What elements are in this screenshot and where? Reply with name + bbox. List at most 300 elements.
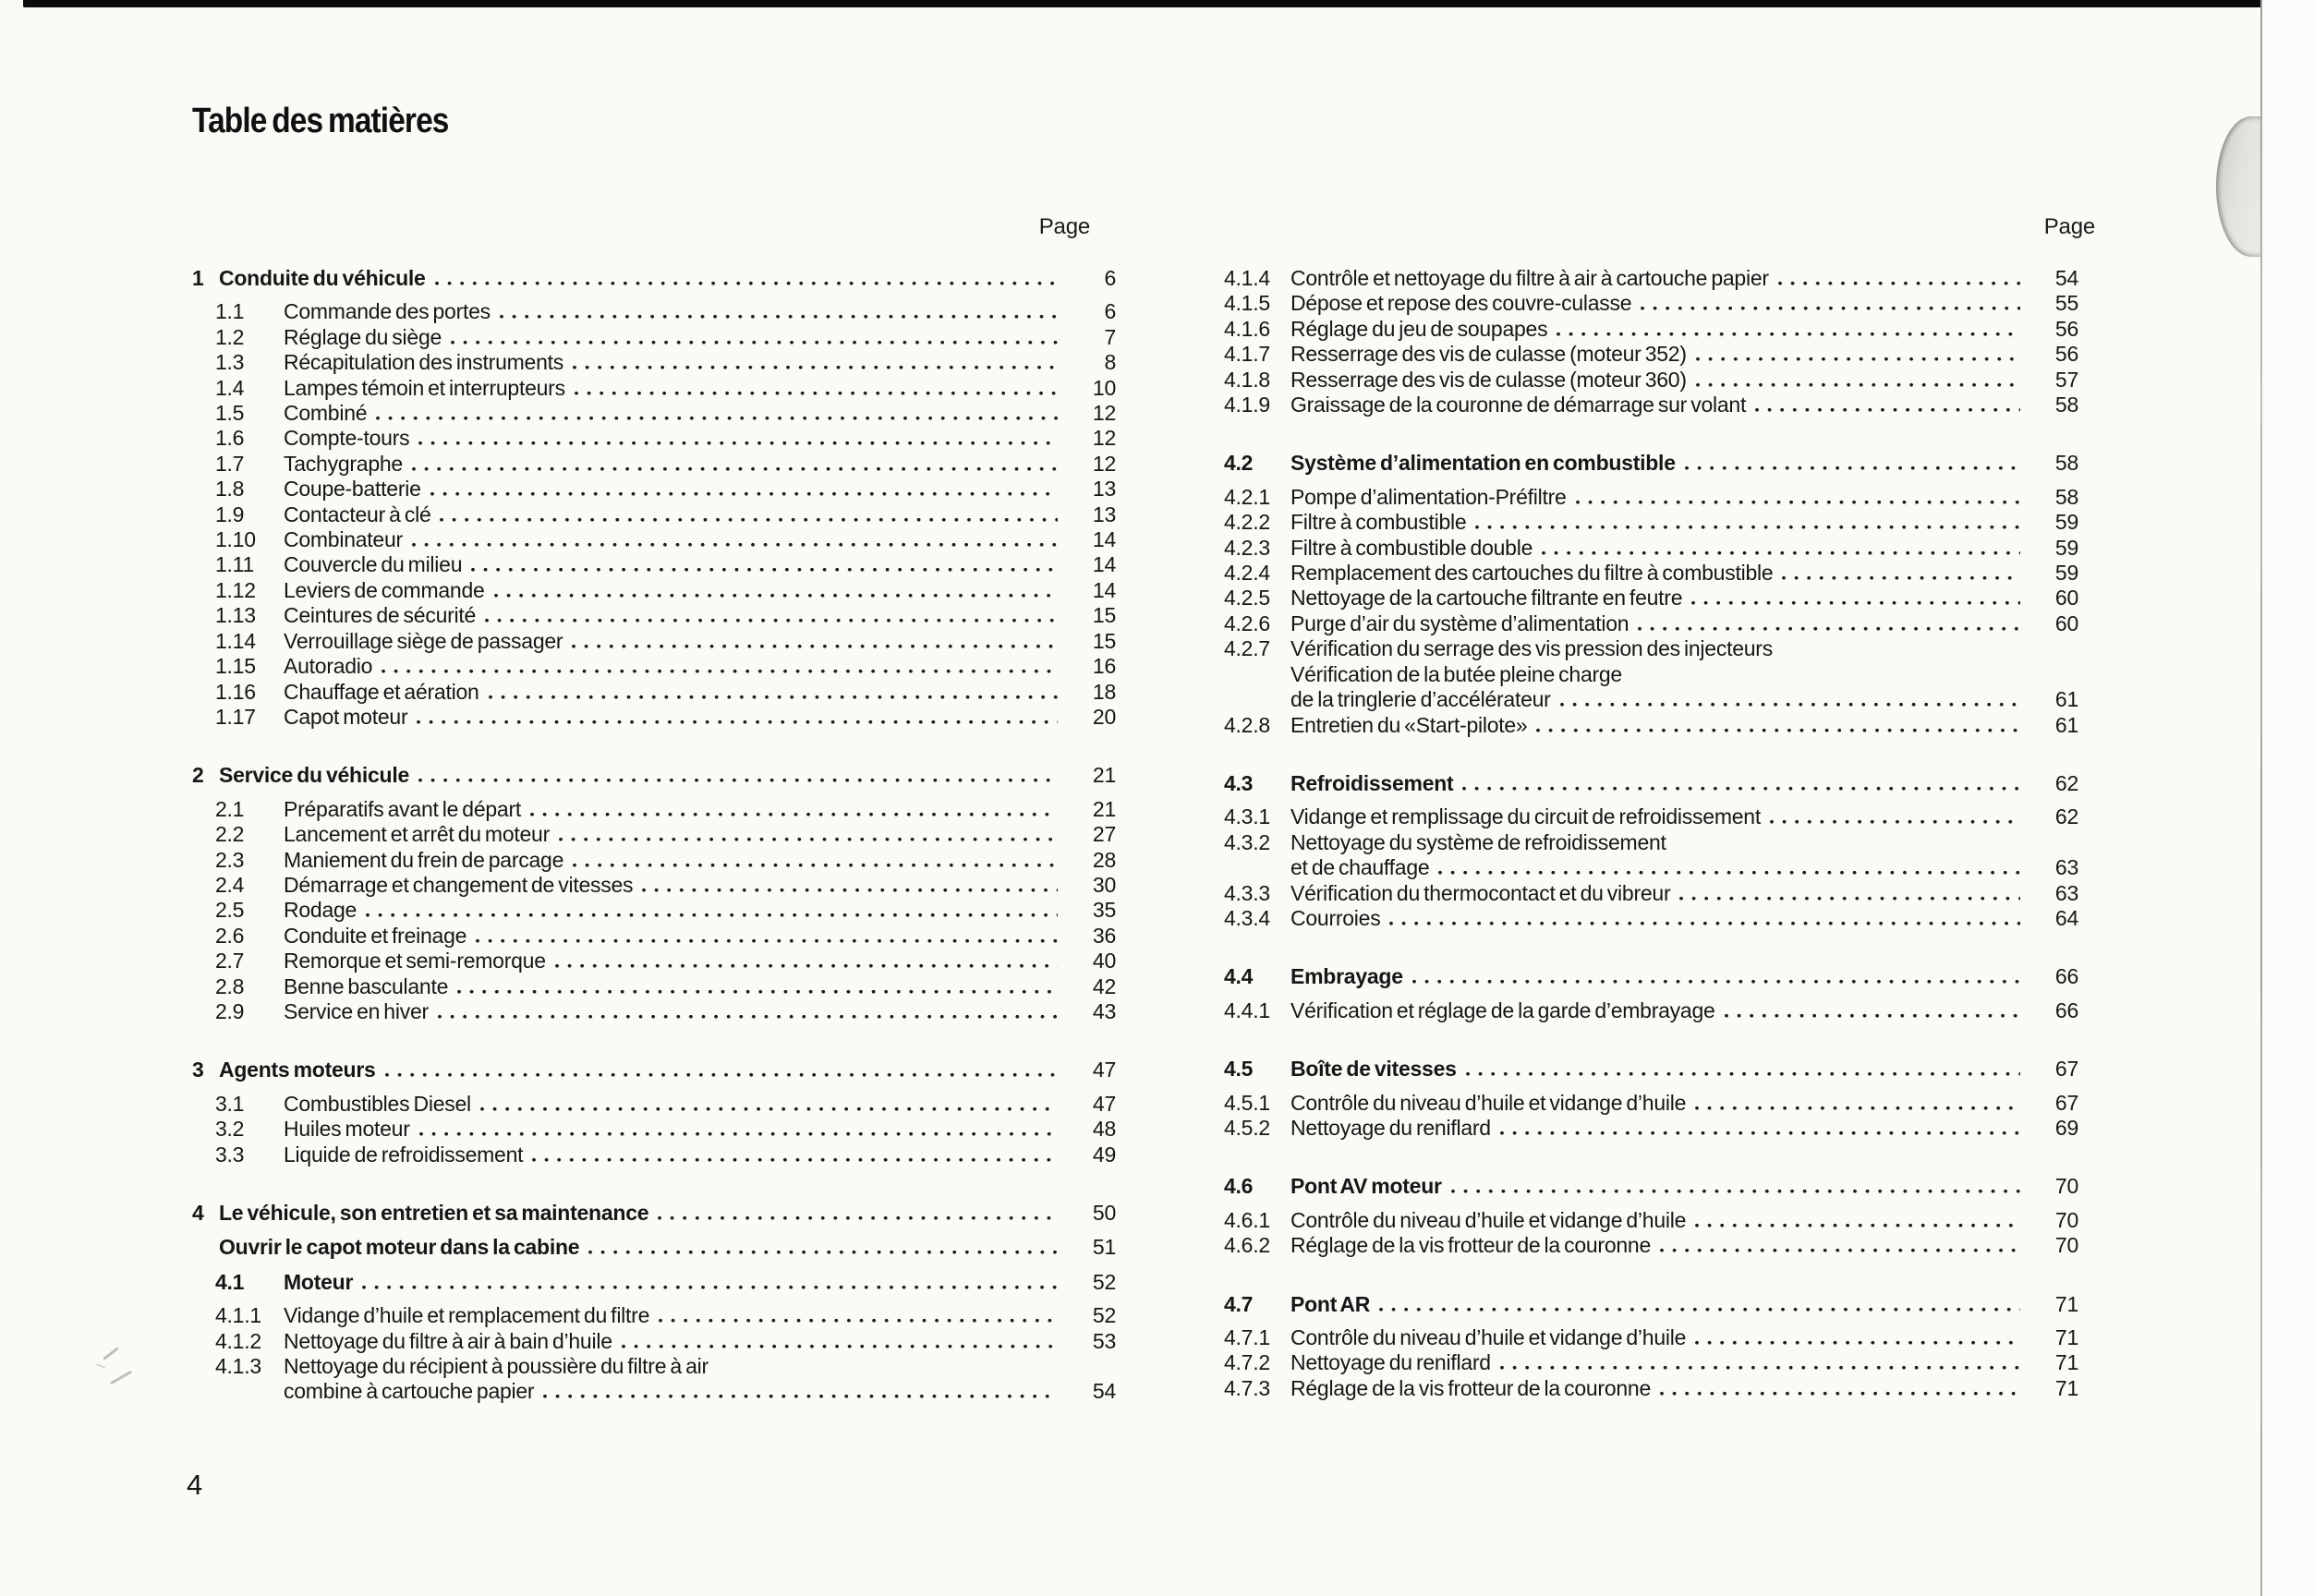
toc-entry-label: Pont AV moteur [1290,1174,1442,1199]
toc-entry-label: Rodage [284,898,357,923]
toc-entry-number: 4.5 [1224,1057,1254,1082]
toc-entry-label: Nettoyage du système de refroidissement [1290,829,1666,854]
toc-entry-page: 47 [1092,1058,1116,1082]
toc-entry-number: 4.1.2 [215,1328,261,1353]
toc-entry [192,578,1116,603]
toc-entry-page: 42 [1092,973,1116,998]
toc-entry-page: 15 [1092,628,1116,653]
dot-leader [572,350,1058,375]
dot-leader [574,376,1058,401]
toc-entry-page: 6 [1104,266,1116,290]
toc-entry-number: 4.2.8 [1224,712,1270,737]
toc-entry [1224,1233,2078,1258]
toc-entry [1224,291,2078,316]
toc-entry [1224,266,2078,291]
dot-leader [1437,855,2020,880]
toc-entry-line [192,552,1116,577]
toc-entry-page: 21 [1092,796,1116,821]
toc-entry [1224,536,2078,561]
toc-entry [192,629,1116,654]
toc-entry-line [1224,1174,2078,1199]
toc-entry [1224,1350,2078,1375]
toc-entry-page: 40 [1092,949,1116,973]
toc-entry-number: 4.1.4 [1224,266,1270,290]
dot-leader [418,426,1058,451]
toc-entry-label: Couvercle du milieu [284,552,463,577]
toc-entry-number: 1.13 [215,603,256,628]
toc-entry-page: 43 [1092,998,1116,1023]
toc-entry-number: 4.1.3 [215,1354,261,1379]
toc-entry-page: 62 [2054,804,2078,829]
toc-entry-line [192,1058,1116,1082]
toc-entry-number: 4.7.1 [1224,1325,1270,1349]
dot-leader [1450,1174,2020,1199]
toc-entry-number: 3.1 [215,1091,245,1116]
dot-leader [1474,510,2020,535]
toc-entry-number: 4.3 [1224,770,1254,795]
toc-entry-line [192,822,1116,847]
toc-entry-line [1224,586,2078,611]
toc-entry-page: 12 [1092,401,1116,426]
page-edge-line [2260,0,2262,1596]
toc-entry [192,1329,1116,1354]
toc-entry-page: 71 [2054,1325,2078,1349]
dot-leader [475,924,1058,949]
dot-leader [1388,906,2020,931]
toc-entry-number: 2 [192,763,204,788]
toc-entry-line [1224,1325,2078,1350]
toc-entry-line [192,578,1116,603]
toc-entry [1224,998,2078,1023]
toc-entry [1224,830,2078,881]
toc-entry-number: 4 [192,1201,204,1225]
toc-entry-page: 14 [1092,552,1116,577]
toc-entry-number: 2.8 [215,973,245,998]
toc-entry-label: Vérification du thermocontact et du vibreur [1290,880,1671,905]
toc-entry-label: Conduite et freinage [284,923,467,948]
toc-entry-number: 4.7.2 [1224,1350,1270,1375]
toc-entry-number: 2.7 [215,949,245,973]
toc-column-left [192,266,1116,1405]
toc-entry-page: 15 [1092,603,1116,628]
toc-entry-page: 28 [1092,847,1116,872]
toc-entry-label: Nettoyage du filtre à air à bain d’huile [284,1328,612,1353]
toc-entry-label: de la tringlerie d’accélérateur [1290,687,1551,712]
toc-entry [192,502,1116,527]
toc-section-heading [1224,771,2078,796]
toc-entry-label: Combinateur [284,527,403,552]
dot-leader [361,1270,1058,1295]
toc-entry-line [192,949,1116,973]
toc-entry-line [192,924,1116,949]
toc-entry [192,924,1116,949]
dot-leader [554,949,1058,973]
toc-entry-page: 66 [2054,964,2078,989]
toc-entry-number: 4.4.1 [1224,998,1270,1022]
toc-entry-label: Lampes témoin et interrupteurs [284,375,565,400]
toc-entry [192,477,1116,502]
toc-entry-label: Moteur [284,1269,354,1294]
toc-entry-page: 63 [2054,855,2078,880]
toc-entry-page: 58 [2054,451,2078,476]
toc-entry-page: 71 [2054,1375,2078,1400]
toc-entry-page: 62 [2054,770,2078,795]
dot-leader [621,1329,1058,1354]
toc-entry [192,974,1116,999]
toc-entry-page: 10 [1092,375,1116,400]
toc-entry-page: 53 [1092,1328,1116,1353]
toc-entry-label: Contacteur à clé [284,502,431,526]
toc-entry-line [192,350,1116,375]
toc-entry-label: Contrôle du niveau d’huile et vidange d’huile [1290,1207,1687,1232]
toc-entry-number: 1.11 [215,552,255,577]
toc-entry-line [192,1143,1116,1167]
toc-entry-label: Le véhicule, son entretien et sa maintenance [219,1201,649,1225]
toc-entry [1224,1325,2078,1350]
toc-entry-page: 71 [2054,1291,2078,1316]
dot-leader [1777,266,2020,291]
toc-entry-label: Benne basculante [284,973,449,998]
dot-leader [1640,291,2020,316]
toc-entry-line [1224,451,2078,476]
toc-entry-page: 61 [2054,687,2078,712]
toc-entry-line [192,999,1116,1024]
dot-leader [1694,1325,2020,1350]
toc-entry-page: 13 [1092,477,1116,502]
toc-entry [1224,368,2078,393]
toc-entry-number: 4.1.7 [1224,342,1270,367]
toc-entry-label: Compte-tours [284,426,410,451]
toc-entry-page: 59 [2054,510,2078,535]
toc-entry-page: 16 [1092,654,1116,679]
toc-entry [192,401,1116,426]
toc-entry-label: Embrayage [1290,964,1403,989]
toc-entry-line [192,452,1116,477]
dot-leader [418,763,1058,788]
scan-smudge [103,1347,119,1360]
toc-entry-label: Conduite du véhicule [219,266,426,290]
toc-entry-label: Service du véhicule [219,763,410,788]
toc-entry-number: 1.4 [215,375,245,400]
toc-entry-label: Récapitulation des instruments [284,350,563,375]
toc-entry-label: Pompe d’alimentation-Préfiltre [1290,484,1567,509]
toc-entry-page: 56 [2054,316,2078,341]
toc-entry-label: Réglage de la vis frotteur de la couronne [1290,1233,1652,1258]
dot-leader [365,898,1058,923]
dot-leader [1499,1116,2020,1141]
toc-entry-number: 1.6 [215,426,245,451]
toc-entry-number: 4.6.2 [1224,1233,1270,1258]
toc-entry-page: 58 [2054,393,2078,417]
toc-entry-number: 4.2.6 [1224,611,1270,635]
toc-entry [1224,1091,2078,1116]
toc-entry-page: 67 [2054,1090,2078,1115]
dot-leader [416,705,1058,730]
toc-entry-line [1224,1116,2078,1141]
toc-entry-line [192,797,1116,822]
toc-entry [192,527,1116,552]
thumb-notch-shadow [2216,116,2262,257]
toc-entry [192,426,1116,451]
toc-entry-label: Entretien du «Start-pilote» [1290,712,1528,737]
dot-leader [1637,611,2020,636]
toc-entry-page: 51 [1092,1235,1116,1260]
toc-entry-number: 1.17 [215,704,256,729]
toc-entry-page: 64 [2054,905,2078,930]
toc-entry-label: Ouvrir le capot moteur dans la cabine [219,1235,580,1260]
toc-entry-line [192,426,1116,451]
toc-entry-line [192,848,1116,873]
dot-leader [1684,451,2020,476]
toc-entry-number: 1.16 [215,679,256,704]
dot-leader [1754,393,2020,417]
toc-entry-page: 12 [1092,426,1116,451]
toc-entry-label: Tachygraphe [284,451,403,476]
toc-entry-line [192,1354,1116,1379]
toc-entry-line [192,1379,1116,1404]
toc-entry-line [192,763,1116,788]
scan-smudge [110,1371,132,1385]
toc-entry-page: 6 [1104,299,1116,324]
dot-leader [1659,1233,2020,1258]
dot-leader [456,974,1058,999]
toc-entry-page: 27 [1092,822,1116,847]
toc-entry-label: Combiné [284,401,368,426]
toc-entry-number [1224,855,1290,880]
toc-entry [192,999,1116,1024]
toc-entry-line [1224,687,2078,712]
toc-entry-label: Contrôle et nettoyage du filtre à air à cartouche papier [1290,266,1769,290]
toc-entry-line [1224,662,2078,687]
toc-entry-number: 1.10 [215,527,256,552]
toc-entry-page: 71 [2054,1350,2078,1375]
dot-leader [437,999,1058,1024]
toc-entry-line [192,974,1116,999]
toc-entry-label: Maniement du frein de parcage [284,847,564,872]
page-title: Table des matières [192,102,449,140]
toc-entry-label: Vidange et remplissage du circuit de refroidissement [1290,804,1761,829]
toc-entry-page: 52 [1092,1303,1116,1328]
toc-entry-page: 20 [1092,704,1116,729]
toc-entry-number: 4.3.4 [1224,905,1270,930]
toc-entry [1224,342,2078,367]
toc-entry-number: 4.1.9 [1224,393,1270,417]
toc-entry-number: 2.3 [215,847,245,872]
toc-entry-line [192,898,1116,923]
toc-entry-label: Pont AR [1290,1291,1371,1316]
toc-entry-page: 67 [2054,1057,2078,1082]
toc-entry-line [1224,1376,2078,1401]
dot-leader [1659,1376,2020,1401]
folio-number: 4 [187,1469,203,1501]
toc-entry-line [192,603,1116,628]
toc-section-heading [1224,1292,2078,1317]
toc-entry-line [192,527,1116,552]
toc-entry [192,1354,1116,1405]
toc-entry-label: et de chauffage [1290,855,1430,880]
toc-entry-number: 2.9 [215,998,245,1023]
toc-entry-line [1224,881,2078,906]
toc-entry-label: Contrôle du niveau d’huile et vidange d’huile [1290,1090,1687,1115]
toc-entry-page: 21 [1092,763,1116,788]
toc-entry [1224,510,2078,535]
dot-leader [470,552,1058,577]
toc-section-heading [1224,1174,2078,1199]
toc-entry-page: 13 [1092,502,1116,526]
toc-section-heading [1224,1057,2078,1082]
toc-entry-number [215,1379,284,1404]
toc-entry-label: Remplacement des cartouches du filtre à combustible [1290,561,1774,586]
toc-entry [1224,1116,2078,1141]
toc-entry-page: 70 [2054,1233,2078,1258]
dot-leader [1559,687,2020,712]
toc-entry-line [192,376,1116,401]
toc-section-heading [192,1270,1116,1295]
toc-entry-line [1224,906,2078,931]
toc-entry-label: Réglage du siège [284,324,442,349]
toc-entry-line [1224,536,2078,561]
toc-entry-page: 66 [2054,998,2078,1022]
toc-entry-label: Nettoyage du récipient à poussière du filtre à air [284,1354,709,1379]
toc-entry-label: Nettoyage du reniflard [1290,1115,1491,1140]
toc-entry-label: Réglage de la vis frotteur de la couronne [1290,1375,1652,1400]
toc-entry-line [192,1201,1116,1226]
toc-entry-number: 1.14 [215,628,256,653]
toc-entry-line [192,654,1116,679]
dot-leader [558,822,1058,847]
toc-entry-label: Courroies [1290,905,1381,930]
toc-entry [192,1117,1116,1142]
dot-leader [1461,771,2020,796]
toc-entry-number: 4.2.7 [1224,636,1270,661]
toc-entry-page: 52 [1092,1269,1116,1294]
toc-entry [1224,485,2078,510]
toc-section-heading [192,763,1116,788]
dot-leader [411,452,1058,477]
toc-entry-line [1224,1091,2078,1116]
toc-entry-line [1224,1292,2078,1317]
toc-entry-page: 30 [1092,872,1116,897]
toc-entry-label: Purge d’air du système d’alimentation [1290,611,1629,635]
toc-entry [192,325,1116,350]
toc-entry [192,376,1116,401]
toc-entry [1224,393,2078,417]
toc-entry-line [192,1235,1116,1260]
toc-entry-page: 59 [2054,561,2078,586]
toc-entry-page: 69 [2054,1115,2078,1140]
toc-entry-page: 70 [2054,1207,2078,1232]
toc-entry [192,822,1116,847]
toc-entry-label: Dépose et repose des couvre-culasse [1290,291,1632,316]
toc-entry-page: 57 [2054,367,2078,392]
dot-leader [1575,485,2020,510]
toc-entry-page: 58 [2054,484,2078,509]
toc-entry [1224,636,2078,712]
toc-entry-number: 2.1 [215,796,245,821]
toc-entry-line [192,325,1116,350]
toc-column-right [1224,266,2078,1401]
dot-leader [658,1303,1058,1328]
toc-entry-page: 60 [2054,611,2078,635]
toc-entry-label: Remorque et semi-remorque [284,949,546,973]
toc-entry-number: 2.4 [215,872,245,897]
dot-leader [1781,561,2020,586]
dot-leader [1769,804,2020,829]
toc-entry-number: 4.2.2 [1224,510,1270,535]
dot-leader [479,1092,1058,1117]
toc-entry-number: 4.3.1 [1224,804,1270,829]
toc-entry-label: Capot moteur [284,704,408,729]
toc-entry-number: 1.2 [215,324,245,349]
toc-entry-line [192,1329,1116,1354]
toc-entry-number: 1.8 [215,477,245,502]
toc-entry-number: 4.1.5 [1224,291,1270,316]
dot-leader [499,299,1058,324]
dot-leader [529,797,1058,822]
toc-entry-line [192,705,1116,730]
toc-entry-page: 59 [2054,535,2078,560]
toc-entry-page: 70 [2054,1174,2078,1199]
dot-leader [572,848,1058,873]
toc-entry-page: 50 [1092,1201,1116,1225]
toc-entry [192,680,1116,705]
toc-entry-line [192,1270,1116,1295]
toc-entry [192,898,1116,923]
toc-entry-number: 4.3.3 [1224,880,1270,905]
toc-entry-line [1224,317,2078,342]
toc-entry-page: 12 [1092,451,1116,476]
toc-entry-line [1224,1057,2078,1082]
toc-entry-page: 49 [1092,1142,1116,1167]
toc-entry [1224,804,2078,829]
toc-entry-line [1224,368,2078,393]
dot-leader [1695,368,2020,393]
toc-entry-line [192,266,1116,291]
toc-entry-line [1224,342,2078,367]
toc-entry-label: Refroidissement [1290,770,1454,795]
toc-entry-page: 61 [2054,712,2078,737]
toc-entry-line [1224,1350,2078,1375]
toc-entry-label: Huiles moteur [284,1117,410,1142]
toc-entry-line [1224,1233,2078,1258]
toc-entry-label: Lancement et arrêt du moteur [284,822,550,847]
toc-entry-page: 14 [1092,527,1116,552]
dot-leader [434,266,1058,291]
toc-entry-page: 7 [1104,324,1116,349]
toc-entry [192,452,1116,477]
toc-entry-line [1224,393,2078,417]
toc-section-heading [192,1201,1116,1226]
toc-entry [192,654,1116,679]
dot-leader [1678,881,2020,906]
toc-entry-label: Vidange d’huile et remplacement du filtre [284,1303,650,1328]
toc-entry-label: Réglage du jeu de soupapes [1290,316,1548,341]
toc-entry-label: Contrôle du niveau d’huile et vidange d’huile [1290,1325,1687,1349]
toc-entry-number: 1.1 [215,299,245,324]
toc-entry-number: 2.2 [215,822,245,847]
toc-entry-page: 48 [1092,1117,1116,1142]
toc-entry-number: 1.7 [215,451,245,476]
toc-entry-page: 60 [2054,586,2078,611]
toc-entry [1224,1376,2078,1401]
toc-entry-label: Démarrage et changement de vitesses [284,872,634,897]
toc-entry-label: Verrouillage siège de passager [284,628,563,653]
toc-entry-line [1224,1208,2078,1233]
dot-leader [1411,964,2020,989]
toc-entry [192,1303,1116,1328]
toc-entry-number: 4.1.1 [215,1303,261,1328]
dot-leader [1724,998,2020,1023]
